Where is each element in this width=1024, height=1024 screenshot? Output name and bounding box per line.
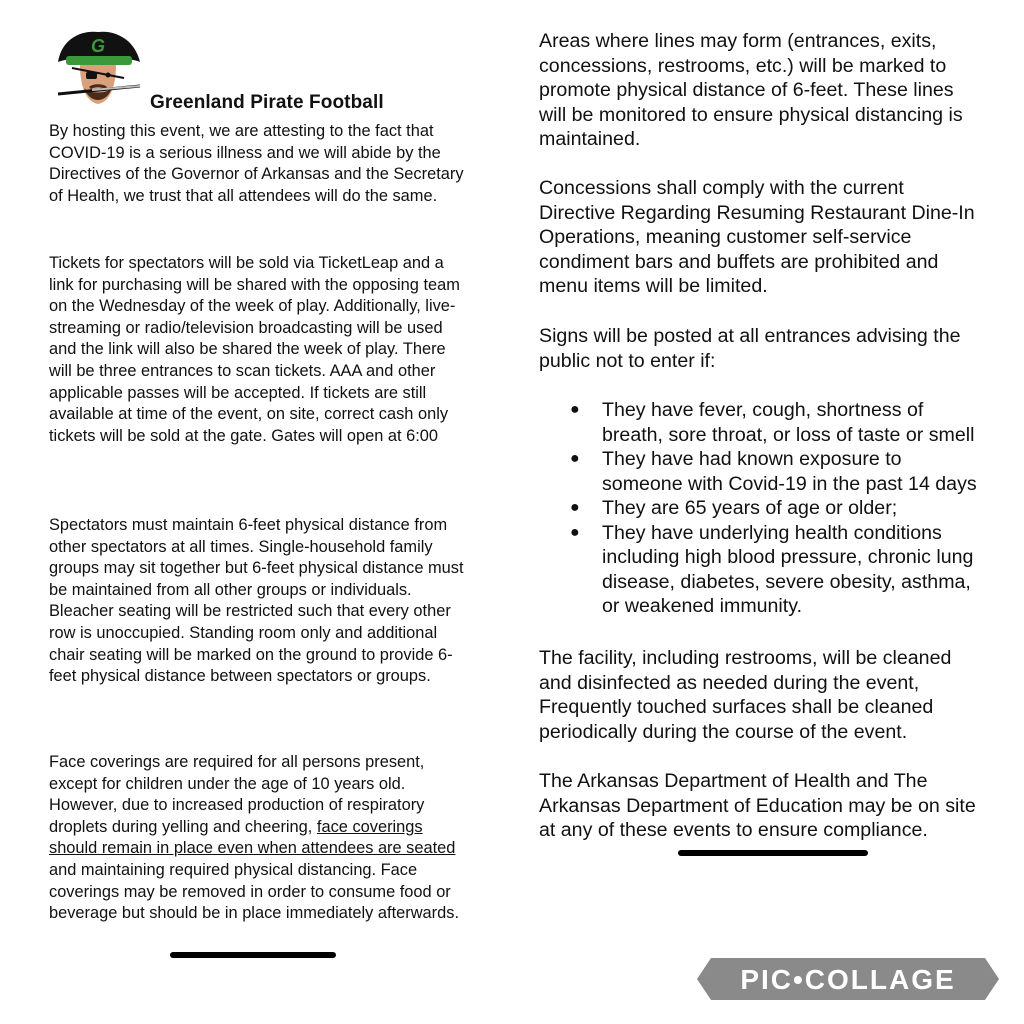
home-indicator-bar (678, 850, 868, 856)
intro-paragraph: By hosting this event, we are attesting to the fact that COVID-19 is a serious illness and we will abide by the Directives of the Governor of Arkansas and the Secretary of Health, we trust that all attendees will do the same. (49, 122, 464, 205)
list-item: ● They have had known exposure to someone with Covid-19 in the past 14 days (570, 448, 977, 495)
list-item: ● They have fever, cough, shortness of breath, sore throat, or loss of taste or smell (570, 399, 975, 446)
home-indicator-bar (170, 952, 336, 958)
left-document-page (0, 0, 510, 1024)
face-coverings-text-end: and maintaining required physical distancing. Face coverings may be removed in order to consume food or beverage but should be in place immediately afterwards. (49, 860, 459, 923)
bullet-icon: ● (570, 523, 580, 541)
signs-paragraph: Signs will be posted at all entrances advising the public not to enter if: (539, 325, 961, 372)
lines-paragraph: Areas where lines may form (entrances, exits, concessions, restrooms, etc.) will be marked to promote physical distance of 6-feet. These lines will be monitored to ensure physical distancing is maintained. (539, 30, 963, 150)
tickets-paragraph: Tickets for spectators will be sold via TicketLeap and a link for purchasing will be shared with the opposing team on the Wednesday of the week of play. Additionally, live-streaming or radio/television broadcasting will be used and the link will also be shared the week of play. There will be three entrances to scan tickets. AAA and other applicable passes will be accepted. If tickets are still available at time of the event, on site, correct cash only tickets will be sold at the gate. Gates will open at 6:00 (49, 254, 460, 445)
list-item: ● They are 65 years of age or older; (570, 497, 898, 519)
bullet-icon: ● (570, 499, 580, 516)
symptom-list (539, 398, 999, 619)
face-coverings-text-start: Face coverings are required for all persons present, except for children under the age of 10 years old. However, due to increased production of respiratory droplets during yelling and cheering, (49, 753, 425, 836)
compliance-paragraph: The Arkansas Department of Health and The Arkansas Department of Education may be on site at any of these events to ensure compliance. (539, 770, 976, 841)
bullet-icon: ● (570, 450, 580, 467)
pirate-mascot-logo (52, 28, 144, 110)
face-coverings-underlined-text: face coverings should remain in place even when attendees are seated (49, 817, 456, 858)
svg-text:PIC•COLLAGE: PIC•COLLAGE (740, 964, 956, 995)
concessions-paragraph: Concessions shall comply with the current Directive Regarding Resuming Restaurant Dine-In Operations, meaning customer self-service condiment bars and buffets are prohibited and menu items will be limited. (539, 177, 975, 297)
svg-text:G: G (90, 36, 106, 56)
cleaning-paragraph: The facility, including restrooms, will be cleaned and disinfected as needed during the event, Frequently touched surfaces shall be cleaned periodically during the course of the event. (539, 647, 952, 743)
face-coverings-paragraph (49, 752, 469, 925)
list-item: ● They have underlying health conditions including high blood pressure, chronic lung disease, diabetes, severe obesity, asthma, or weakened immunity. (570, 521, 974, 617)
distancing-paragraph: Spectators must maintain 6-feet physical distance from other spectators at all times. Single-household family groups may sit together but 6-feet physical distance must be maintained from all other groups or individuals. Bleacher seating will be restricted such that every other row is unoccupied. Standing room only and additional chair seating will be marked on the ground to provide 6-feet physical distance between spectators or groups. (49, 516, 464, 686)
bullet-icon: ● (570, 401, 580, 418)
document-title: Greenland Pirate Football (150, 92, 384, 113)
pic-collage-watermark (697, 958, 999, 1000)
